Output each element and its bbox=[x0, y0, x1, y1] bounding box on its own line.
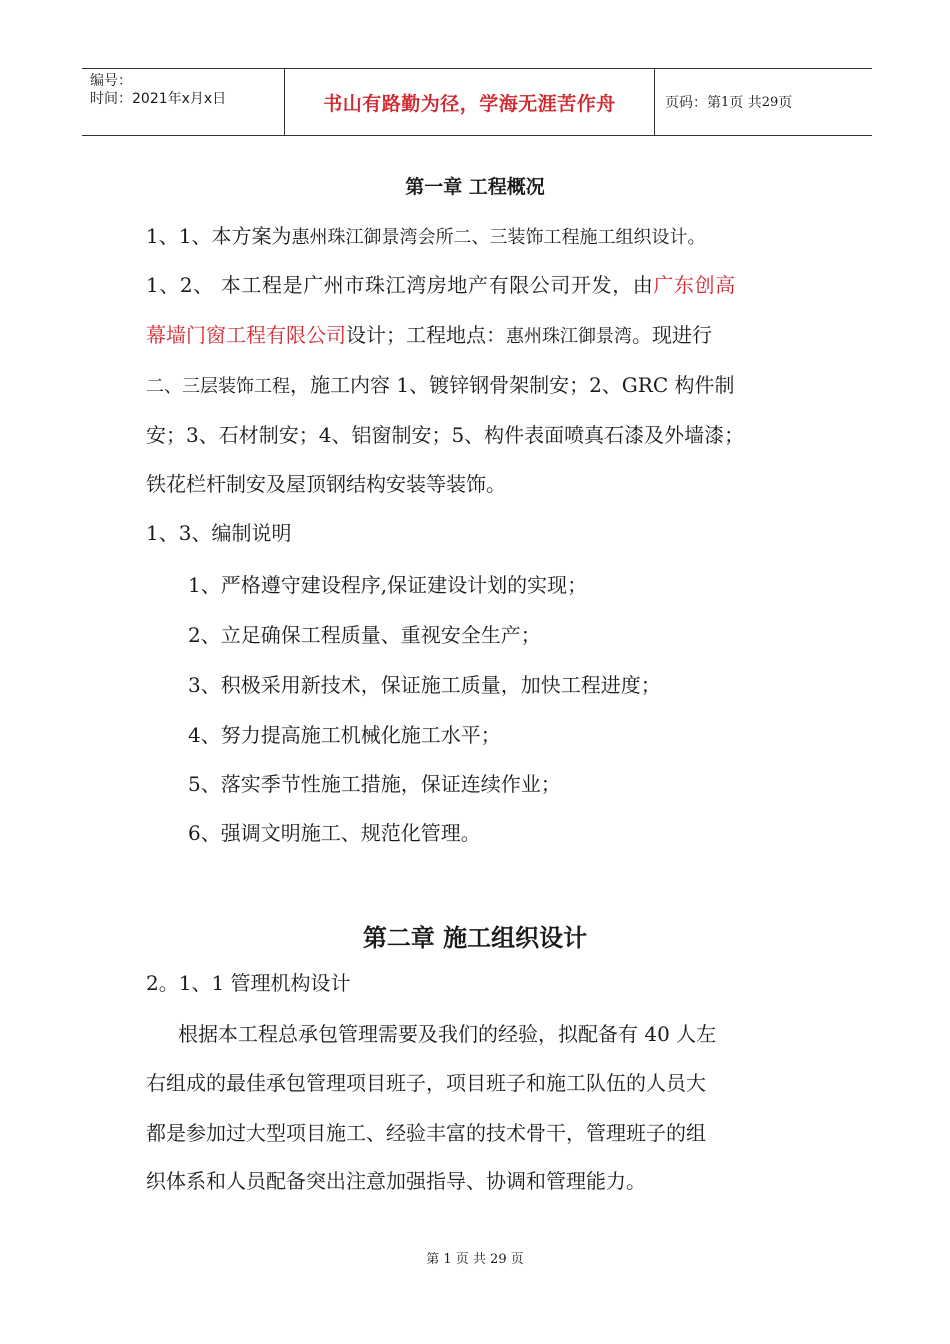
list-item: 3、积极采用新技术，保证施工质量，加快工程进度； bbox=[188, 673, 661, 697]
page-total: 29 bbox=[761, 94, 779, 110]
section-2-1-1: 2。1、1 管理机构设计 bbox=[146, 971, 351, 995]
chapter1-title: 第一章 工程概况 bbox=[405, 176, 545, 198]
para-1-2-line1: 1、2、 本工程是广州市珠江湾房地产有限公司开发，由广东创高 bbox=[146, 273, 736, 297]
serial-label: 编号： bbox=[90, 73, 132, 89]
list-item: 2、立足确保工程质量、重视安全生产； bbox=[188, 623, 541, 647]
para-1-1: 1、1、本方案为惠州珠江御景湾会所二、三装饰工程施工组织设计。 bbox=[146, 224, 706, 248]
company-name-part2: 幕墙门窗工程有限公司 bbox=[146, 323, 346, 347]
header-motto: 书山有路勤为径，学海无涯苦作舟 bbox=[285, 69, 655, 135]
list-item: 6、强调文明施工、规范化管理。 bbox=[188, 821, 481, 845]
chapter2-title: 第二章 施工组织设计 bbox=[362, 924, 588, 952]
header-page-info bbox=[655, 69, 872, 135]
para-1-2-line2: 幕墙门窗工程有限公司设计；工程地点：惠州珠江御景湾。现进行 bbox=[146, 323, 712, 347]
time-label: 时间：2021年x月x日 bbox=[90, 91, 227, 107]
para-line: 根据本工程总承包管理需要及我们的经验，拟配备有 40 人左 bbox=[178, 1022, 717, 1046]
list-item: 1、严格遵守建设程序,保证建设计划的实现； bbox=[188, 573, 588, 597]
para-1-2-line3: 二、三层装饰工程，施工内容 1、镀锌钢骨架制安；2、GRC 构件制 bbox=[146, 373, 735, 397]
page-mid: 页 共 bbox=[729, 95, 762, 111]
para-1-2-line4: 安；3、石材制安；4、铝窗制安；5、构件表面喷真石漆及外墙漆； bbox=[146, 423, 745, 447]
para-line: 都是参加过大型项目施工、经验丰富的技术骨干，管理班子的组 bbox=[146, 1121, 706, 1145]
page-end: 页 bbox=[778, 95, 793, 111]
list-item: 5、落实季节性施工措施，保证连续作业； bbox=[188, 772, 561, 796]
list-item: 4、努力提高施工机械化施工水平； bbox=[188, 723, 501, 747]
page-label: 页码：第 bbox=[665, 95, 721, 111]
page-number: 1 bbox=[721, 94, 730, 110]
para-1-2-line5: 铁花栏杆制安及屋顶钢结构安装等装饰。 bbox=[146, 472, 506, 496]
para-line: 织体系和人员配备突出注意加强指导、协调和管理能力。 bbox=[146, 1169, 646, 1193]
company-name-part1: 广东创高 bbox=[653, 273, 736, 297]
para-line: 右组成的最佳承包管理项目班子，项目班子和施工队伍的人员大 bbox=[146, 1071, 706, 1095]
header-meta bbox=[82, 69, 285, 135]
page-footer: 第 1 页 共 29 页 bbox=[426, 1252, 524, 1267]
para-1-3: 1、3、编制说明 bbox=[146, 521, 292, 545]
document-header bbox=[82, 68, 872, 136]
